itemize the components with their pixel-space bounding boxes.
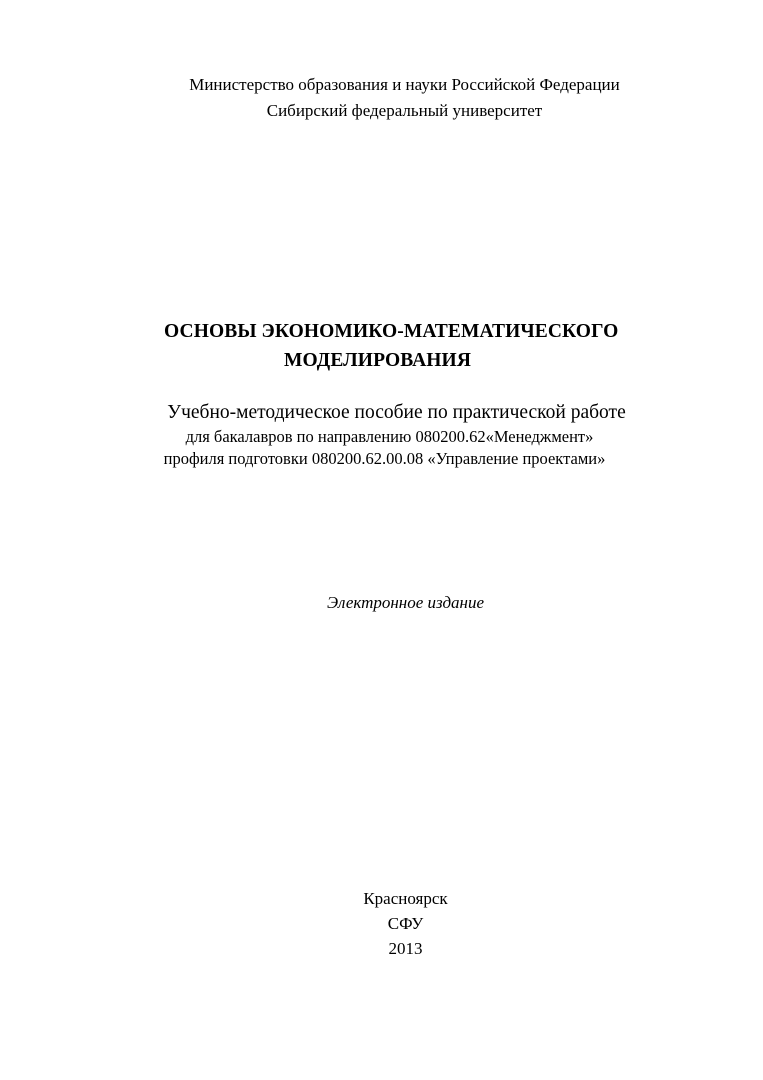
document-profile: профиля подготовки 080200.62.00.08 «Управление проектами»: [163, 449, 606, 468]
imprint-year: 2013: [388, 939, 423, 958]
edition-label: Электронное издание: [326, 593, 485, 612]
university-name: Сибирский федеральный университет: [266, 101, 543, 120]
document-audience: для бакалавров по направлению 080200.62«Менеджмент»: [185, 427, 594, 446]
document-subtitle: Учебно-методическое пособие по практической работе: [167, 402, 626, 423]
ministry-name: Министерство образования и науки Российской Федерации: [189, 75, 620, 94]
imprint-publisher: СФУ: [387, 914, 424, 933]
document-title-line-1: ОСНОВЫ ЭКОНОМИКО-МАТЕМАТИЧЕСКОГО: [164, 321, 619, 342]
imprint-city: Красноярск: [363, 889, 448, 908]
document-title-line-2: МОДЕЛИРОВАНИЯ: [284, 350, 472, 371]
